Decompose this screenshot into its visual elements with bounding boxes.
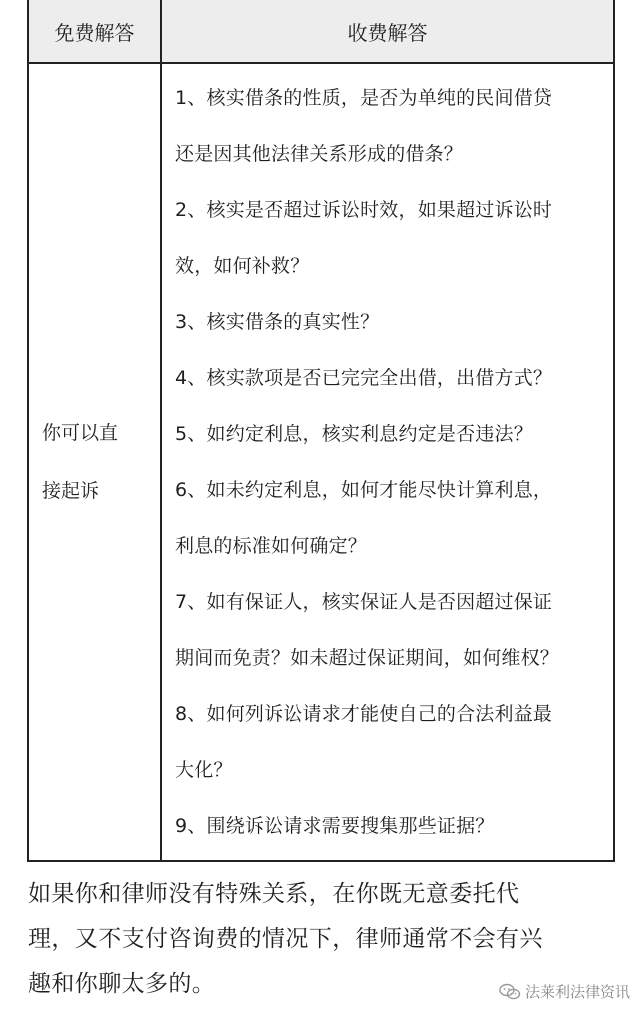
header-free-answer: 免费解答 xyxy=(28,0,161,63)
free-answer-line: 接起诉 xyxy=(42,480,100,502)
paid-item-line: 6、如未约定利息，如何才能尽快计算利息， xyxy=(175,479,553,501)
comparison-table xyxy=(27,0,615,862)
paid-item-line: 利息的标准如何确定？ xyxy=(175,535,368,557)
paid-item-line: 5、如约定利息，核实利息约定是否违法？ xyxy=(175,423,533,445)
paid-item-line: 9、围绕诉讼请求需要搜集那些证据？ xyxy=(175,815,495,837)
summary-line: 趣和你聊太多的。 xyxy=(28,971,216,997)
paid-item-3 xyxy=(175,294,613,350)
table-body-row xyxy=(28,63,614,861)
header-paid-answer: 收费解答 xyxy=(161,0,614,63)
paid-item-line: 还是因其他法律关系形成的借条？ xyxy=(175,143,464,165)
wechat-logo-icon xyxy=(499,983,521,1001)
watermark xyxy=(499,981,630,1002)
table-header-row xyxy=(28,0,614,63)
summary-line: 理，又不支付咨询费的情况下，律师通常不会有兴 xyxy=(28,926,543,952)
paid-item-line: 3、核实借条的真实性？ xyxy=(175,311,380,333)
paid-item-1 xyxy=(175,70,613,182)
paid-item-line: 7、如有保证人，核实保证人是否因超过保证 xyxy=(175,591,553,613)
paid-answer-cell xyxy=(161,63,614,861)
paid-item-line: 2、核实是否超过诉讼时效，如果超过诉讼时 xyxy=(175,199,553,221)
paid-item-8 xyxy=(175,686,613,798)
paid-item-2 xyxy=(175,182,613,294)
paid-item-4 xyxy=(175,350,613,406)
paid-item-9 xyxy=(175,798,613,854)
watermark-text: 法莱利法律资讯 xyxy=(524,983,630,1001)
free-answer-line: 你可以直 xyxy=(42,422,119,444)
paid-item-line: 期间而免责？如未超过保证期间，如何维权？ xyxy=(175,647,560,669)
summary-line: 如果你和律师没有特殊关系，在你既无意委托代 xyxy=(28,881,520,907)
paid-item-line: 1、核实借条的性质，是否为单纯的民间借贷 xyxy=(175,87,553,109)
paid-item-line: 4、核实款项是否已完完全出借，出借方式？ xyxy=(175,367,553,389)
paid-item-6 xyxy=(175,462,613,574)
paid-item-line: 效，如何补救？ xyxy=(175,255,310,277)
free-answer-cell xyxy=(28,63,161,861)
paid-item-7 xyxy=(175,574,613,686)
paid-item-line: 大化？ xyxy=(175,759,233,781)
paid-item-5 xyxy=(175,406,613,462)
paid-item-line: 8、如何列诉讼请求才能使自己的合法利益最 xyxy=(175,703,553,725)
